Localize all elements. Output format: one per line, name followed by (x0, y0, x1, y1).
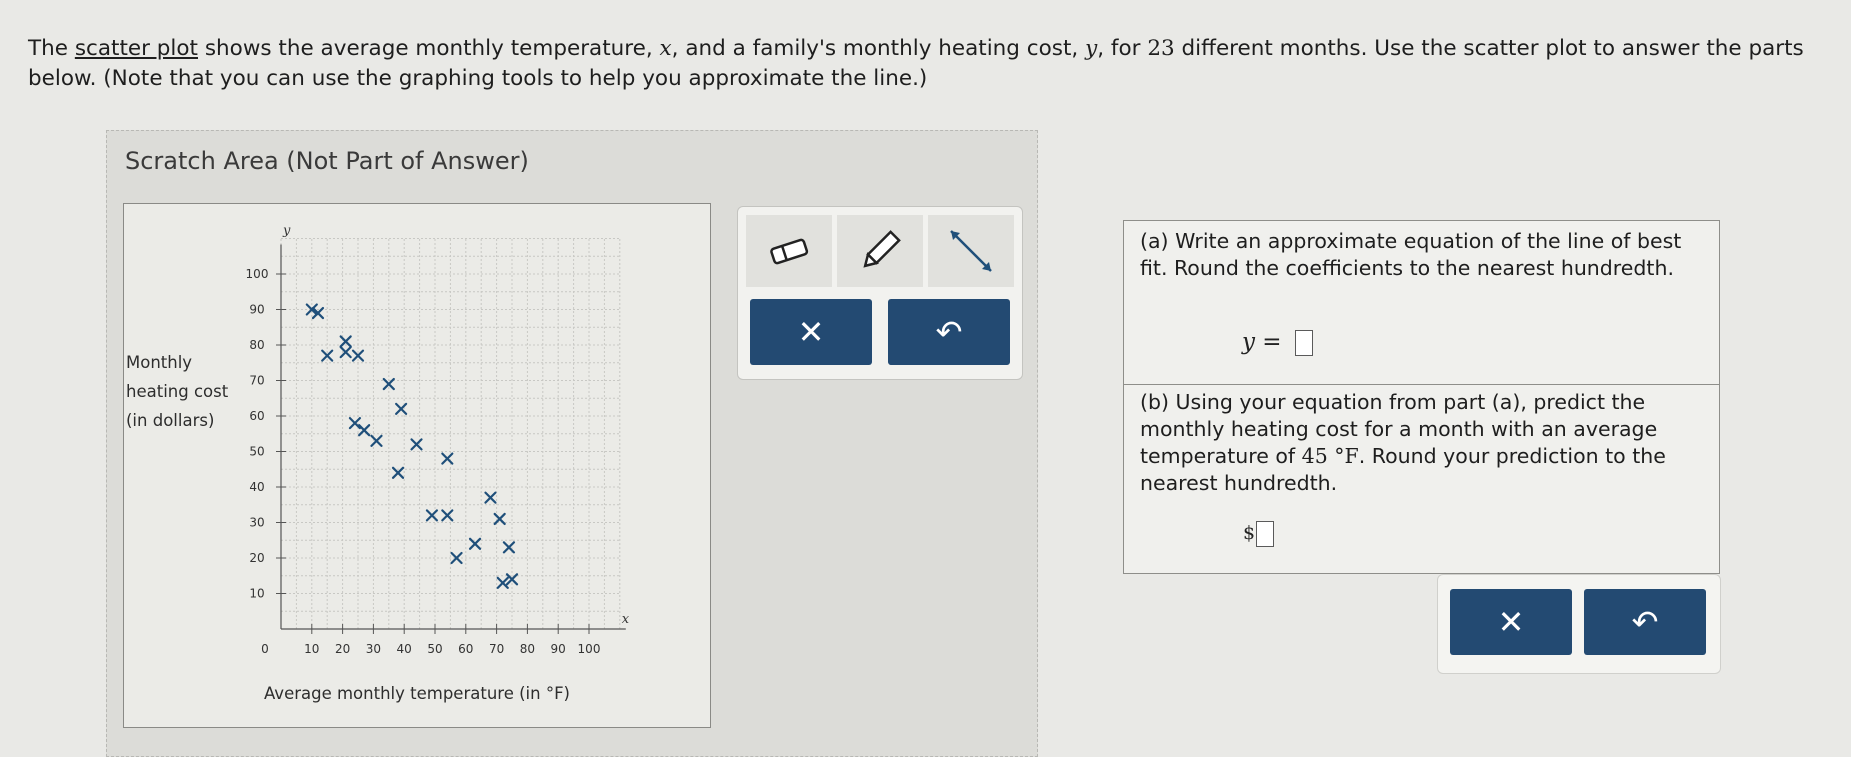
y-tick-label: 60 (249, 409, 265, 423)
pencil-icon (855, 226, 905, 276)
prediction-input[interactable] (1256, 521, 1274, 547)
data-point (485, 493, 495, 503)
x-tick-label: 60 (458, 642, 474, 656)
variable-y: y (1085, 36, 1098, 61)
y-axis-label-line: (in dollars) (126, 411, 215, 430)
prompt-text: different months. Use the scatter plot to answer the parts below. (Note that you can use the graphing tools to help you approximate the line.) (28, 36, 1804, 91)
x-tick-label: 0 (261, 642, 269, 656)
question-b-text-part: . Round your prediction to the nearest hundredth. (1140, 444, 1666, 495)
x-axis-variable: x (621, 612, 630, 627)
x-tick-label: 70 (488, 642, 505, 656)
x-axis-label: Average monthly temperature (in °F) (263, 684, 570, 703)
y-axis-label-line: Monthly (126, 353, 193, 372)
prompt-text: , and a family's monthly heating cost, (671, 36, 1086, 61)
eraser-icon (764, 231, 814, 271)
divider (1124, 384, 1719, 385)
y-tick-label: 30 (249, 515, 265, 530)
x-tick-label: 10 (304, 642, 320, 656)
clear-graph-button[interactable] (750, 299, 872, 365)
temperature-value: 45 °F (1301, 444, 1359, 468)
y-axis-label-line: heating cost (126, 382, 229, 401)
scratch-area (106, 130, 1038, 757)
x-tick-label: 50 (427, 642, 443, 656)
pencil-tool[interactable] (837, 215, 923, 287)
x-tick-label: 90 (550, 642, 566, 656)
prompt-text: , for (1097, 36, 1148, 61)
y-axis-label (126, 348, 228, 435)
y-tick-label: 20 (249, 551, 265, 565)
question-b-text (1140, 389, 1710, 497)
x-tick-label: 30 (365, 642, 382, 656)
y-tick-label: 40 (249, 480, 265, 494)
data-point (442, 454, 452, 464)
prediction-row (1243, 521, 1274, 547)
question-a-text: (a) Write an approximate equation of the line of best fit. Round the coefficients to the nearest hundredth. (1140, 229, 1682, 280)
data-point (359, 425, 369, 435)
y-tick-label: 90 (249, 302, 265, 317)
line-tool-icon (941, 223, 1001, 279)
eraser-tool[interactable] (746, 215, 832, 287)
x-tick-label: 40 (396, 642, 412, 656)
equation-row (1242, 329, 1313, 356)
equation-lhs: y = (1242, 329, 1289, 355)
scratch-area-title: Scratch Area (Not Part of Answer) (125, 147, 529, 175)
undo-answer-button[interactable] (1584, 589, 1706, 655)
data-point (470, 539, 480, 549)
y-tick-label: 10 (249, 586, 265, 601)
x-tick-label: 100 (577, 642, 601, 656)
month-count: 23 (1147, 36, 1175, 61)
close-icon: ✕ (1497, 604, 1525, 640)
answer-actions (1437, 574, 1721, 674)
y-tick-label: 80 (249, 338, 265, 352)
question-prompt (28, 34, 1818, 94)
undo-icon: ↶ (935, 314, 963, 350)
scatter-plot[interactable] (123, 203, 711, 728)
data-point (498, 578, 508, 588)
clear-answer-button[interactable] (1450, 589, 1572, 655)
undo-icon: ↶ (1631, 604, 1659, 640)
close-icon: ✕ (797, 314, 825, 350)
question-b-text-part: (b) Using your equation from part (a), predict the monthly heating cost for a month with an average temperature of (1140, 390, 1658, 468)
prompt-text: The (28, 36, 75, 61)
undo-graph-button[interactable] (888, 299, 1010, 365)
x-tick-label: 80 (519, 642, 536, 656)
graph-toolbox (737, 206, 1023, 380)
line-tool[interactable] (928, 215, 1014, 287)
y-tick-label: 70 (249, 373, 265, 388)
y-axis-variable: y (283, 223, 291, 239)
answer-panel (1123, 220, 1720, 574)
variable-x: x (659, 36, 672, 61)
scatter-plot-svg[interactable] (124, 204, 710, 727)
data-point (495, 514, 505, 524)
x-tick-label: 20 (334, 642, 351, 656)
prompt-text: shows the average monthly temperature, (198, 36, 660, 61)
y-tick-label: 100 (245, 267, 269, 281)
equation-input[interactable] (1295, 330, 1313, 356)
scatter-plot-link[interactable]: scatter plot (74, 36, 198, 61)
y-tick-label: 50 (249, 444, 265, 459)
dollar-sign: $ (1243, 522, 1256, 544)
